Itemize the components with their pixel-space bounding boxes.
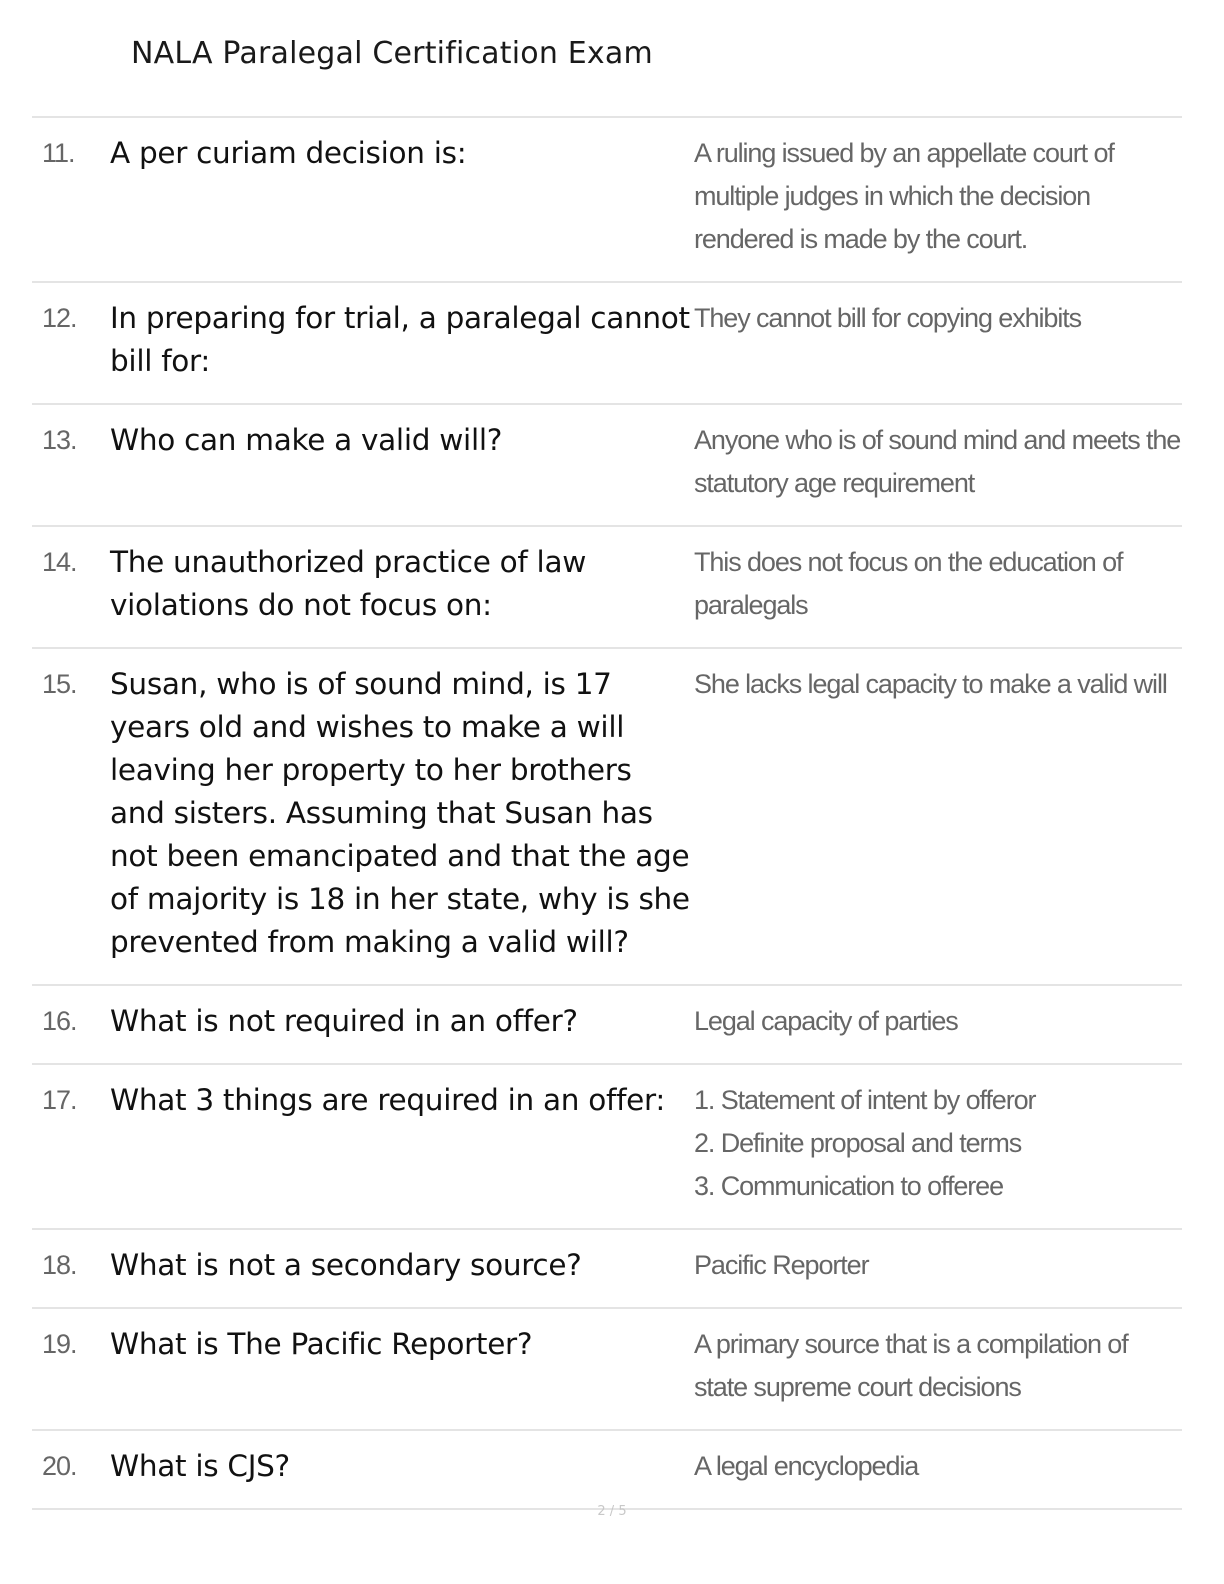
answer-text: This does not focus on the education of paralegals xyxy=(694,547,1123,620)
qa-row xyxy=(32,118,1182,283)
question-number: 14. xyxy=(42,547,77,577)
question-number: 19. xyxy=(42,1329,77,1359)
answer-text: They cannot bill for copying exhibits xyxy=(694,303,1082,333)
question-number: 18. xyxy=(42,1250,77,1280)
question-text: A per curiam decision is: xyxy=(110,136,467,170)
question-number: 17. xyxy=(42,1085,77,1115)
qa-list xyxy=(32,116,1182,1510)
answer-text: A primary source that is a compilation of state supreme court decisions xyxy=(694,1329,1128,1402)
question-text: Who can make a valid will? xyxy=(110,423,503,457)
qa-row xyxy=(32,1309,1182,1431)
answer-text: She lacks legal capacity to make a valid will xyxy=(694,669,1167,699)
question-text: What is not required in an offer? xyxy=(110,1004,578,1038)
question-text: What 3 things are required in an offer: xyxy=(110,1083,665,1117)
answer-text: Pacific Reporter xyxy=(694,1250,869,1280)
page-indicator: 2 / 5 xyxy=(597,1504,627,1519)
question-number: 12. xyxy=(42,303,77,333)
answer-text: A legal encyclopedia xyxy=(694,1451,919,1481)
answer-text: A ruling issued by an appellate court of multiple judges in which the decision rendered is made by the court. xyxy=(694,138,1114,254)
question-text: The unauthorized practice of law violations do not focus on: xyxy=(110,545,587,622)
question-number: 11. xyxy=(42,138,75,168)
qa-row xyxy=(32,1230,1182,1309)
qa-row xyxy=(32,527,1182,649)
question-text: What is CJS? xyxy=(110,1449,290,1483)
question-text: What is The Pacific Reporter? xyxy=(110,1327,533,1361)
qa-row xyxy=(32,986,1182,1065)
question-number: 16. xyxy=(42,1006,77,1036)
qa-row xyxy=(32,405,1182,527)
answer-text: Anyone who is of sound mind and meets the statutory age requirement xyxy=(694,425,1181,498)
question-text: Susan, who is of sound mind, is 17 years old and wishes to make a will leaving her property to her brothers and sisters. Assuming that Susan has not been emancipated and that the age of majority is 18 in her state, why is she prevented from making a valid will? xyxy=(110,667,690,959)
answer-text: 1. Statement of intent by offeror 2. Definite proposal and terms 3. Communication to offeree xyxy=(694,1085,1036,1201)
document-title: NALA Paralegal Certification Exam xyxy=(131,36,653,71)
answer-text: Legal capacity of parties xyxy=(694,1006,958,1036)
qa-row xyxy=(32,1065,1182,1230)
question-text: What is not a secondary source? xyxy=(110,1248,582,1282)
question-number: 13. xyxy=(42,425,77,455)
qa-row xyxy=(32,283,1182,405)
question-number: 15. xyxy=(42,669,77,699)
question-text: In preparing for trial, a paralegal cannot bill for: xyxy=(110,301,690,378)
qa-row xyxy=(32,1431,1182,1510)
question-number: 20. xyxy=(42,1451,77,1481)
qa-row xyxy=(32,649,1182,986)
